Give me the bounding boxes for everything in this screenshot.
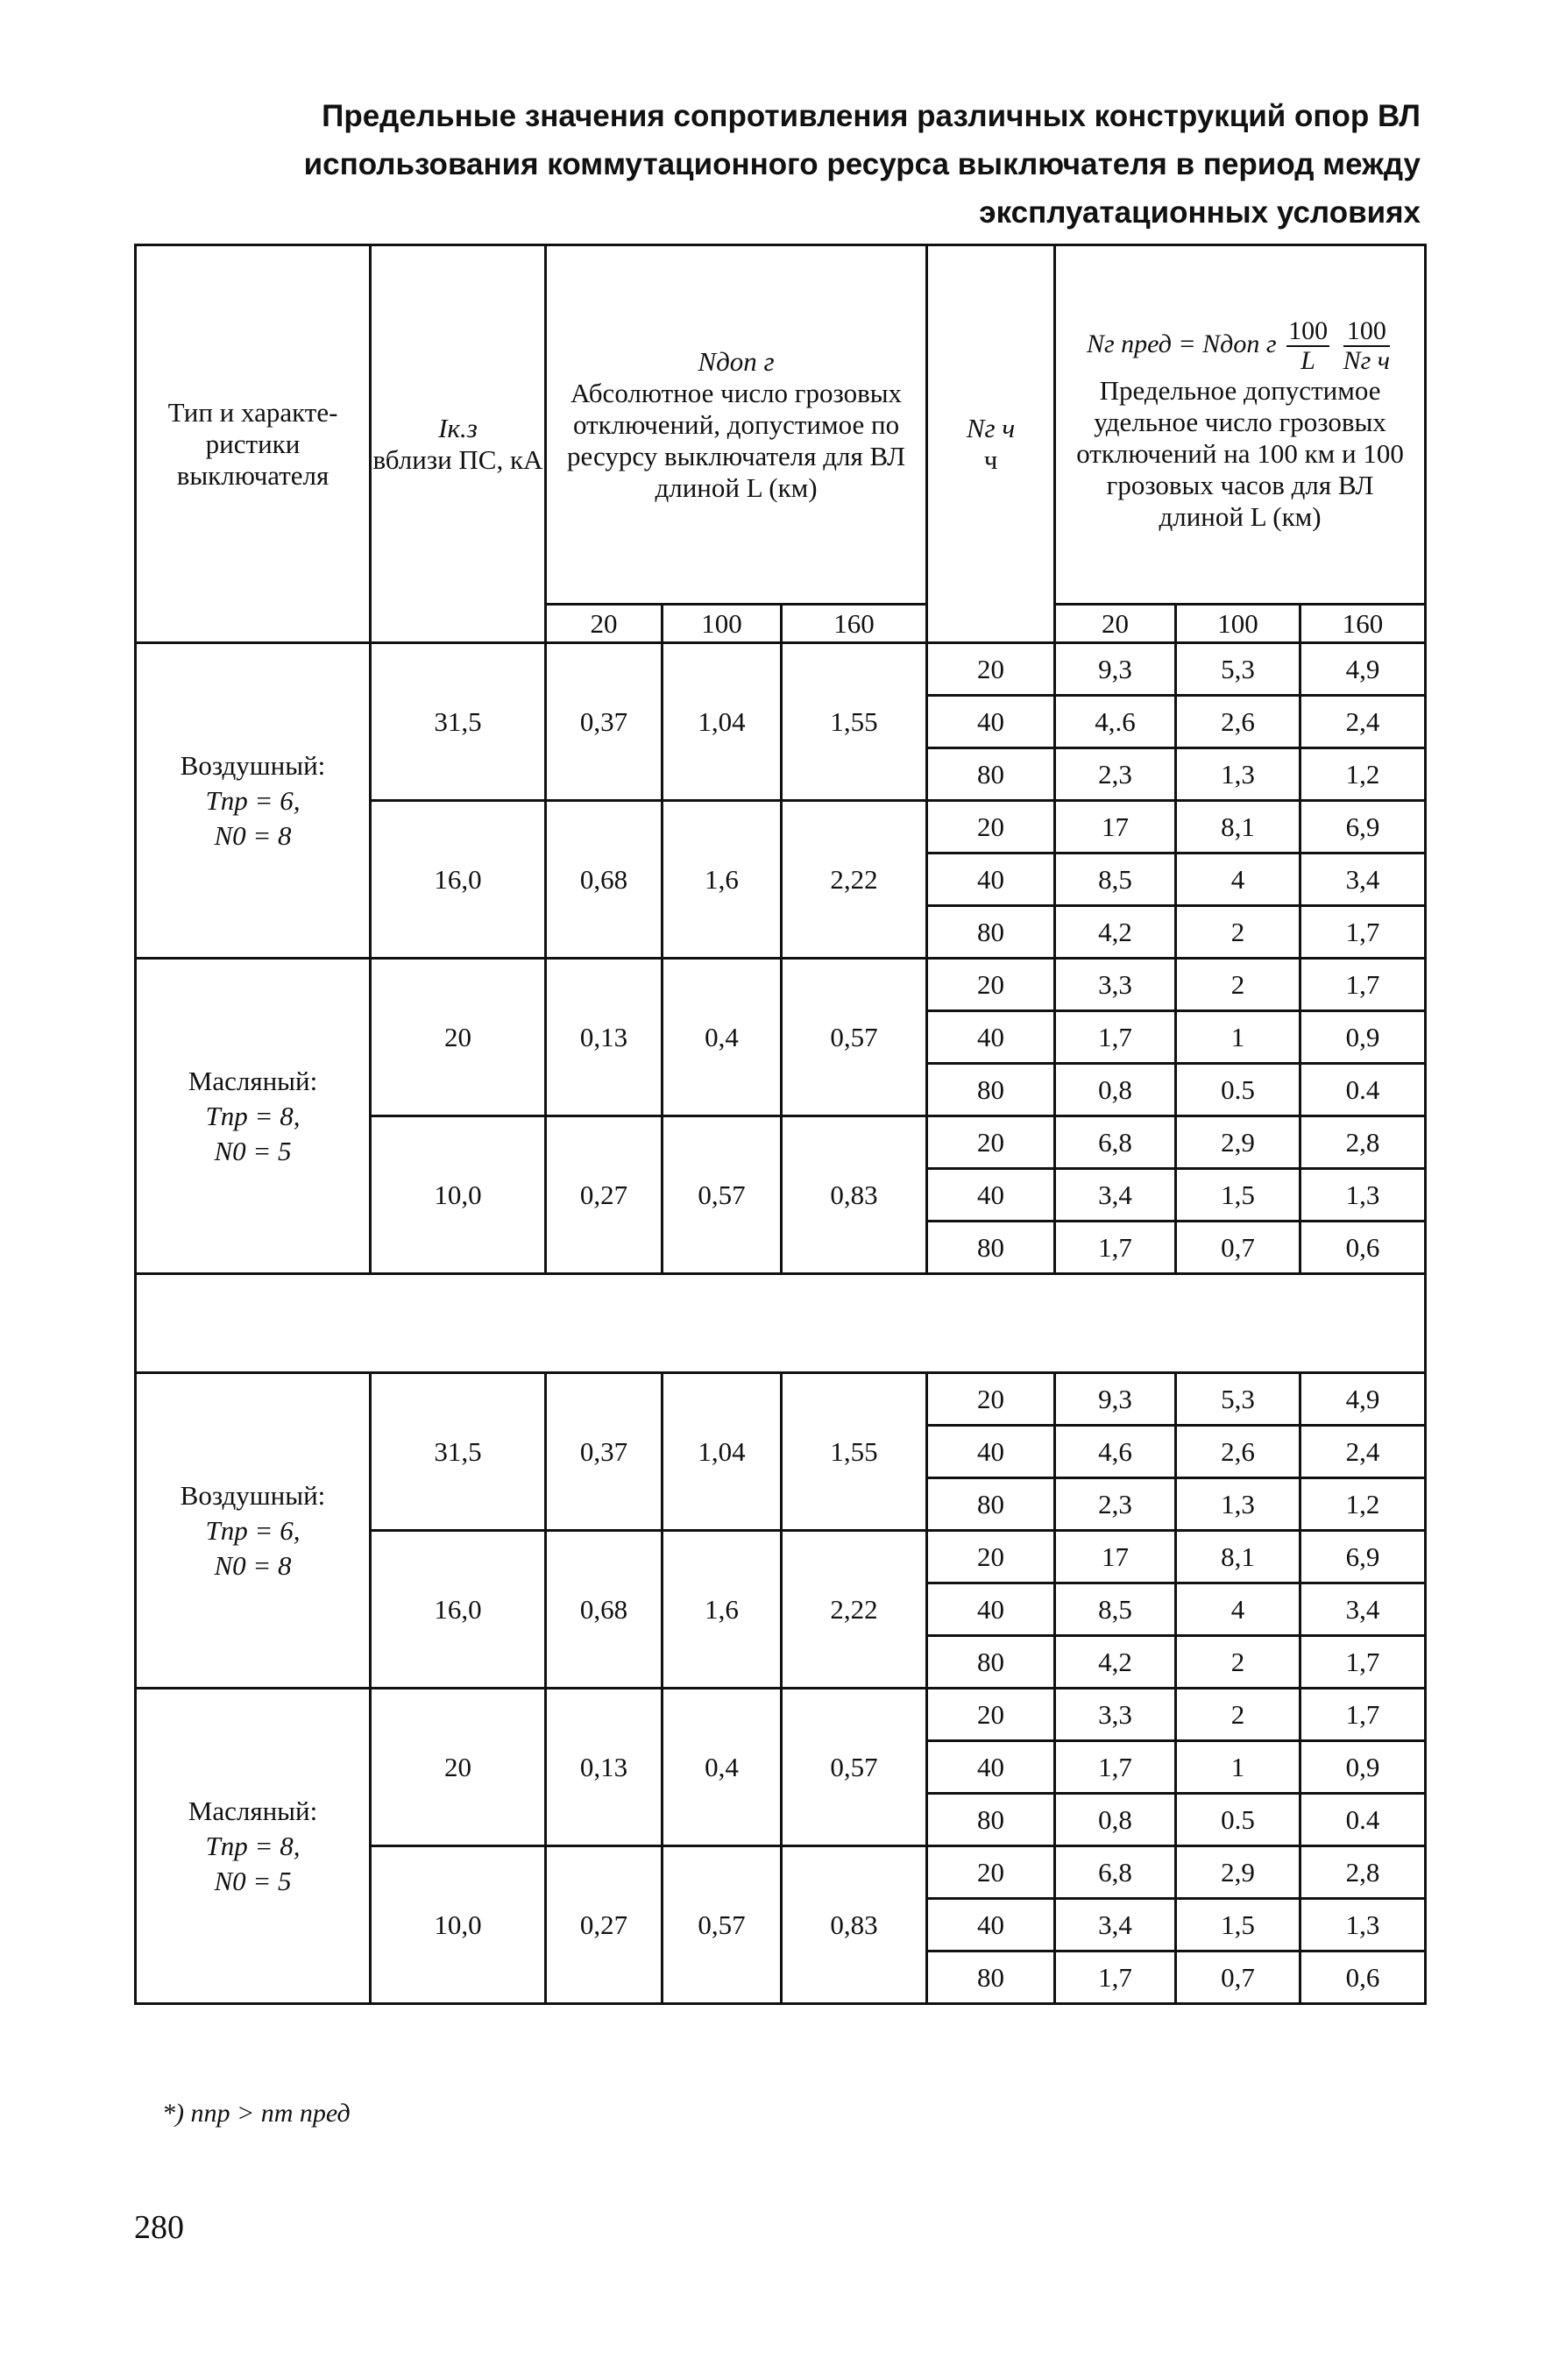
breaker-type-name: Масляный:	[188, 1065, 318, 1096]
ngch-value: 80	[927, 1222, 1055, 1274]
npred-formula	[1087, 317, 1393, 375]
ndop-20: 0,37	[546, 643, 663, 801]
ngch-value: 20	[927, 1373, 1055, 1426]
breaker-type-name: Воздушный:	[180, 1479, 326, 1511]
ngch-value: 40	[927, 854, 1055, 906]
footnote: *) nпр > nт пред	[162, 2099, 351, 2128]
npred-100: 4	[1176, 1583, 1300, 1636]
breaker-param-tpr: Tпр = 6,	[205, 784, 301, 816]
ngch-value: 20	[927, 1531, 1055, 1583]
npred-20: 8,5	[1055, 854, 1176, 906]
breaker-type-cell	[136, 959, 371, 1274]
header-breaker-type	[136, 245, 371, 643]
npred-100: 2	[1176, 906, 1300, 959]
ndop-160: 0,83	[782, 1116, 927, 1274]
header-ik-text: вблизи ПС, кА	[372, 443, 543, 475]
npred-20: 4,6	[1055, 1426, 1176, 1478]
npred-100: 1,3	[1176, 748, 1300, 801]
npred-100: 1,3	[1176, 1478, 1300, 1531]
npred-160: 4,9	[1300, 1373, 1426, 1426]
npred-20: 9,3	[1055, 1373, 1176, 1426]
npred-20: 4,2	[1055, 1636, 1176, 1689]
npred-100: 2	[1176, 959, 1300, 1011]
npred-100: 1,5	[1176, 1169, 1300, 1222]
npred-160: 3,4	[1300, 854, 1426, 906]
ngch-value: 20	[927, 801, 1055, 854]
npred-100: 8,1	[1176, 1531, 1300, 1583]
npred-100: 0.5	[1176, 1794, 1300, 1846]
ndop-160: 1,55	[782, 1373, 927, 1531]
npred-100: 2	[1176, 1689, 1300, 1741]
ik-value: 20	[371, 1689, 546, 1846]
npred-100: 2,9	[1176, 1116, 1300, 1169]
ngch-value: 40	[927, 1426, 1055, 1478]
ndop-100: 0,57	[663, 1846, 782, 2004]
npred-160: 1,3	[1300, 1899, 1426, 1951]
title-line-1: Предельные значения сопротивления различных конструкций опор ВЛ	[322, 99, 1421, 133]
length-header-ndop-160: 160	[782, 605, 927, 643]
separator-row	[136, 1274, 1426, 1373]
npred-160: 1,2	[1300, 1478, 1426, 1531]
ndop-20: 0,13	[546, 1689, 663, 1846]
ik-value: 16,0	[371, 1531, 546, 1689]
ngch-value: 20	[927, 643, 1055, 696]
ndop-20: 0,68	[546, 801, 663, 959]
header-short-circuit	[371, 245, 546, 643]
npred-20: 0,8	[1055, 1794, 1176, 1846]
npred-160: 1,7	[1300, 959, 1426, 1011]
npred-20: 9,3	[1055, 643, 1176, 696]
header-ndop-symbol: Nдоп г	[698, 345, 775, 377]
ngch-value: 40	[927, 1011, 1055, 1064]
fraction-1-denominator: L	[1300, 345, 1315, 375]
title-line-3: эксплуатационных условиях	[979, 195, 1421, 230]
ik-value: 31,5	[371, 643, 546, 801]
ndop-20: 0,37	[546, 1373, 663, 1531]
npred-20: 17	[1055, 801, 1176, 854]
length-header-npred-100: 100	[1176, 605, 1300, 643]
table-row	[136, 1373, 1426, 1426]
npred-20: 3,4	[1055, 1899, 1176, 1951]
ndop-100: 1,04	[663, 643, 782, 801]
ngch-value: 80	[927, 1064, 1055, 1116]
npred-20: 3,3	[1055, 959, 1176, 1011]
ngch-value: 20	[927, 959, 1055, 1011]
header-ik-symbol: Iк.з	[438, 412, 478, 443]
npred-20: 1,7	[1055, 1222, 1176, 1274]
header-breaker-type-label: Тип и характе-ристики выключателя	[167, 396, 338, 491]
npred-20: 3,3	[1055, 1689, 1176, 1741]
npred-20: 6,8	[1055, 1116, 1176, 1169]
ndop-20: 0,27	[546, 1116, 663, 1274]
ngch-value: 20	[927, 1116, 1055, 1169]
page-number: 280	[134, 2209, 184, 2246]
ik-value: 16,0	[371, 801, 546, 959]
length-header-ndop-100: 100	[663, 605, 782, 643]
npred-160: 0.4	[1300, 1794, 1426, 1846]
page-title	[106, 92, 1421, 237]
breaker-type-cell	[136, 1689, 371, 2004]
breaker-param-tpr: Tпр = 8,	[205, 1830, 301, 1861]
header-ndop-text: Абсолютное число грозовых отключений, допустимое по ресурсу выключателя для ВЛ длиной L (км)	[566, 377, 906, 503]
npred-160: 3,4	[1300, 1583, 1426, 1636]
breaker-type-cell	[136, 643, 371, 959]
npred-100: 0,7	[1176, 1222, 1300, 1274]
ndop-160: 2,22	[782, 1531, 927, 1689]
npred-160: 2,4	[1300, 1426, 1426, 1478]
breaker-type-name: Воздушный:	[180, 749, 326, 781]
npred-100: 5,3	[1176, 643, 1300, 696]
ik-value: 31,5	[371, 1373, 546, 1531]
ngch-value: 80	[927, 1794, 1055, 1846]
npred-20: 1,7	[1055, 1011, 1176, 1064]
ndop-100: 0,4	[663, 959, 782, 1116]
breaker-type-cell	[136, 1373, 371, 1689]
ndop-20: 0,27	[546, 1846, 663, 2004]
npred-20: 2,3	[1055, 1478, 1176, 1531]
npred-160: 2,8	[1300, 1116, 1426, 1169]
npred-100: 0.5	[1176, 1064, 1300, 1116]
ngch-value: 20	[927, 1846, 1055, 1899]
table-row	[136, 1689, 1426, 1741]
ngch-value: 40	[927, 1169, 1055, 1222]
fraction-1-numerator: 100	[1288, 315, 1329, 345]
header-npred-text: Предельное допустимое удельное число грозовых отключений на 100 км и 100 грозовых часов для ВЛ длиной L (км)	[1076, 374, 1404, 532]
ndop-20: 0,68	[546, 1531, 663, 1689]
ndop-20: 0,13	[546, 959, 663, 1116]
npred-100: 1	[1176, 1741, 1300, 1794]
npred-20: 1,7	[1055, 1951, 1176, 2004]
ndop-100: 0,57	[663, 1116, 782, 1274]
npred-20: 3,4	[1055, 1169, 1176, 1222]
ngch-value: 80	[927, 906, 1055, 959]
ngch-value: 40	[927, 1899, 1055, 1951]
formula-left: Nг пред = Nдоп г	[1086, 329, 1277, 358]
npred-160: 1,7	[1300, 1689, 1426, 1741]
npred-160: 0,9	[1300, 1741, 1426, 1794]
ndop-160: 0,57	[782, 1689, 927, 1846]
npred-20: 4,2	[1055, 906, 1176, 959]
breaker-param-tpr: Tпр = 6,	[205, 1514, 301, 1546]
npred-160: 1,7	[1300, 1636, 1426, 1689]
fraction-2-denominator: Nг ч	[1343, 345, 1391, 375]
npred-100: 5,3	[1176, 1373, 1300, 1426]
breaker-type-name: Масляный:	[188, 1795, 318, 1826]
breaker-param-tpr: Tпр = 8,	[205, 1100, 301, 1131]
ngch-value: 80	[927, 748, 1055, 801]
npred-160: 2,4	[1300, 696, 1426, 748]
npred-160: 0,6	[1300, 1951, 1426, 2004]
npred-20: 8,5	[1055, 1583, 1176, 1636]
npred-160: 6,9	[1300, 801, 1426, 854]
npred-160: 1,3	[1300, 1169, 1426, 1222]
ndop-100: 0,4	[663, 1689, 782, 1846]
npred-100: 2	[1176, 1636, 1300, 1689]
ik-value: 10,0	[371, 1846, 546, 2004]
npred-100: 8,1	[1176, 801, 1300, 854]
npred-160: 1,7	[1300, 906, 1426, 959]
ngch-value: 40	[927, 1741, 1055, 1794]
header-ndop	[546, 245, 927, 605]
data-table	[134, 244, 1427, 2005]
ndop-100: 1,6	[663, 1531, 782, 1689]
length-header-npred-20: 20	[1055, 605, 1176, 643]
table-row	[136, 959, 1426, 1011]
ndop-100: 1,04	[663, 1373, 782, 1531]
header-ngch-unit: ч	[983, 443, 998, 475]
breaker-param-n0: N0 = 5	[214, 1865, 292, 1896]
ik-value: 20	[371, 959, 546, 1116]
npred-100: 2,9	[1176, 1846, 1300, 1899]
npred-20: 17	[1055, 1531, 1176, 1583]
ngch-value: 80	[927, 1636, 1055, 1689]
ngch-value: 40	[927, 1583, 1055, 1636]
npred-100: 1	[1176, 1011, 1300, 1064]
breaker-param-n0: N0 = 5	[214, 1135, 292, 1166]
ndop-160: 2,22	[782, 801, 927, 959]
ndop-160: 0,57	[782, 959, 927, 1116]
ngch-value: 80	[927, 1951, 1055, 2004]
npred-20: 4,.6	[1055, 696, 1176, 748]
npred-100: 4	[1176, 854, 1300, 906]
breaker-param-n0: N0 = 8	[214, 1549, 292, 1581]
length-header-npred-160: 160	[1300, 605, 1426, 643]
header-npred	[1055, 245, 1426, 605]
fraction-2-numerator: 100	[1343, 317, 1391, 347]
npred-20: 0,8	[1055, 1064, 1176, 1116]
npred-100: 2,6	[1176, 696, 1300, 748]
ngch-value: 80	[927, 1478, 1055, 1531]
npred-160: 0,9	[1300, 1011, 1426, 1064]
npred-160: 1,2	[1300, 748, 1426, 801]
npred-20: 2,3	[1055, 748, 1176, 801]
title-line-2: использования коммутационного ресурса выключателя в период между	[303, 147, 1421, 181]
formula-fraction-2	[1343, 317, 1391, 375]
npred-20: 6,8	[1055, 1846, 1176, 1899]
table-row	[136, 643, 1426, 696]
ndop-160: 0,83	[782, 1846, 927, 2004]
npred-160: 0,6	[1300, 1222, 1426, 1274]
header-ngch-symbol: Nг ч	[966, 412, 1016, 443]
table-body	[136, 643, 1426, 2004]
npred-100: 1,5	[1176, 1899, 1300, 1951]
ndop-160: 1,55	[782, 643, 927, 801]
ik-value: 10,0	[371, 1116, 546, 1274]
header-ngch	[927, 245, 1055, 643]
npred-160: 0.4	[1300, 1064, 1426, 1116]
npred-160: 2,8	[1300, 1846, 1426, 1899]
npred-20: 1,7	[1055, 1741, 1176, 1794]
breaker-param-n0: N0 = 8	[214, 819, 292, 851]
npred-100: 0,7	[1176, 1951, 1300, 2004]
formula-fraction-1	[1286, 317, 1329, 375]
npred-160: 4,9	[1300, 643, 1426, 696]
ndop-100: 1,6	[663, 801, 782, 959]
npred-100: 2,6	[1176, 1426, 1300, 1478]
ngch-value: 20	[927, 1689, 1055, 1741]
ngch-value: 40	[927, 696, 1055, 748]
npred-160: 6,9	[1300, 1531, 1426, 1583]
length-header-ndop-20: 20	[546, 605, 663, 643]
